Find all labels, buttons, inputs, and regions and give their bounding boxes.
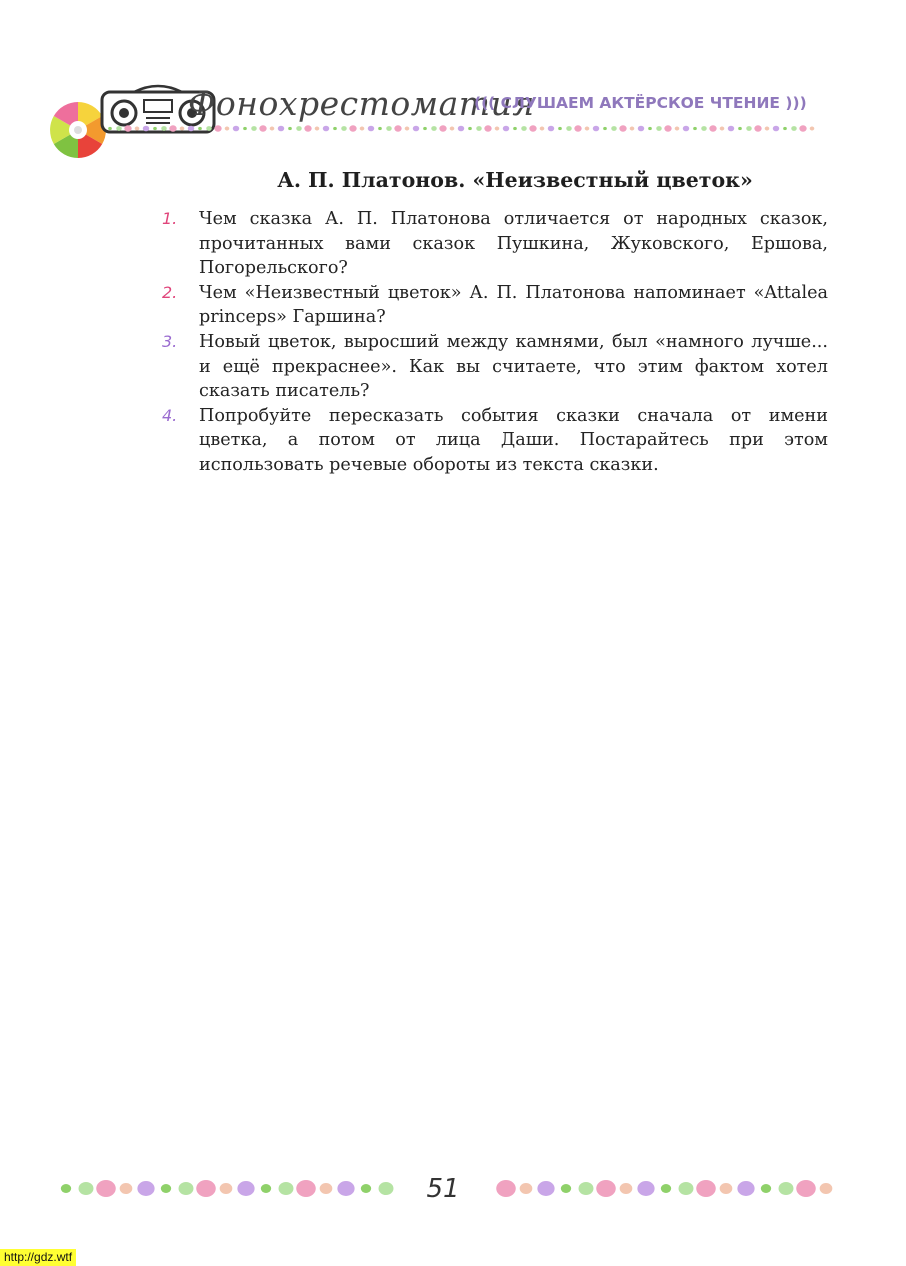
dot-mark [323, 126, 329, 132]
dot-mark [495, 127, 500, 131]
dot-mark [754, 125, 761, 131]
dot-mark [120, 1183, 133, 1194]
dot-mark [558, 127, 562, 130]
dot-mark [153, 127, 157, 130]
dot-mark [394, 125, 401, 131]
question-text: Чем сказка А. П. Платонова отличается от народных сказок, прочитанных вами сказок Пушкина, Жуковского, Ершова, Погорельского? [199, 209, 828, 279]
dot-mark [675, 127, 680, 131]
dot-mark [196, 1180, 216, 1197]
dot-mark [728, 126, 734, 132]
dot-mark [520, 1183, 533, 1194]
dot-mark [225, 127, 230, 131]
dot-mark [179, 1182, 194, 1195]
dot-mark [279, 1182, 294, 1195]
dot-mark [233, 126, 239, 132]
dot-mark [341, 126, 347, 131]
dot-mark [259, 125, 266, 131]
dot-mark [96, 1180, 116, 1197]
question-list [160, 207, 828, 478]
dot-mark [368, 126, 374, 132]
question-text: Попробуйте пересказать события сказки сначала от имени цветка, а потом от лица Даши. Постарайтесь при этом использовать речевые обороты из текста сказки. [199, 405, 828, 475]
dot-mark [503, 126, 509, 132]
dot-mark [574, 125, 581, 131]
dot-mark [596, 1180, 616, 1197]
dot-mark [333, 127, 337, 130]
dot-mark [720, 127, 725, 131]
question-number: 1. [162, 209, 178, 228]
section-title: Фонохрестоматия [188, 84, 535, 123]
dot-mark [696, 1180, 716, 1197]
question-number: 4. [162, 405, 178, 425]
dot-mark [799, 125, 806, 131]
dot-mark [529, 125, 536, 131]
dot-mark [431, 126, 437, 131]
dot-mark [603, 127, 607, 130]
dot-mark [135, 127, 140, 131]
question-item [160, 404, 828, 478]
question-text: Чем «Неизвестный цветок» А. П. Платонова напоминает «Attalea princeps» Гаршина? [199, 282, 828, 328]
dot-mark [79, 1182, 94, 1195]
dot-mark [304, 125, 311, 131]
dot-mark [468, 127, 472, 130]
question-number: 2. [162, 282, 178, 302]
dot-mark [413, 126, 419, 132]
dot-mark [746, 126, 752, 131]
page-number: 51 [426, 1174, 460, 1204]
dot-mark [361, 1184, 371, 1193]
dot-mark [709, 125, 716, 131]
dot-mark [296, 126, 302, 131]
dot-mark [360, 127, 365, 131]
dot-mark [439, 125, 446, 131]
dot-mark [270, 127, 275, 131]
dot-mark [124, 125, 131, 131]
dot-mark [661, 1184, 671, 1193]
dot-mark [198, 127, 202, 130]
dot-mark [405, 127, 410, 131]
watermark-link[interactable]: http://gdz.wtf [0, 1249, 76, 1266]
dot-mark [791, 126, 797, 131]
dot-mark [548, 126, 554, 132]
dot-mark [773, 126, 779, 132]
dot-mark [161, 126, 167, 131]
dot-mark [630, 127, 635, 131]
dot-mark [188, 126, 194, 132]
question-text: Новый цветок, выросший между камнями, был «намного лучше... и ещё прекраснее». Как вы считаете, что этим фактом хотел сказать писатель? [199, 331, 828, 402]
dot-mark [579, 1182, 594, 1195]
dot-mark [796, 1180, 816, 1197]
dot-mark [337, 1181, 354, 1196]
dot-mark [779, 1182, 794, 1195]
dot-mark [137, 1181, 154, 1196]
dot-mark [765, 127, 770, 131]
dot-mark [378, 127, 382, 130]
dot-mark [761, 1184, 771, 1193]
dot-mark [484, 125, 491, 131]
dot-mark [664, 125, 671, 131]
dot-mark [496, 1180, 516, 1197]
dot-mark [683, 126, 689, 132]
dot-mark [737, 1181, 754, 1196]
dot-mark [450, 127, 455, 131]
dot-mark [243, 127, 247, 130]
dot-mark [566, 126, 572, 131]
dot-mark [783, 127, 787, 130]
dot-mark [349, 125, 356, 131]
dot-mark [458, 126, 464, 132]
dot-mark [251, 126, 257, 131]
section-subtitle: ((( СЛУШАЕМ АКТЁРСКОЕ ЧТЕНИЕ ))) [474, 94, 807, 112]
question-item [160, 207, 828, 281]
dot-mark [693, 127, 697, 130]
dot-mark [320, 1183, 333, 1194]
dot-mark [637, 1181, 654, 1196]
dot-mark [116, 126, 122, 131]
question-item [160, 281, 828, 330]
dot-mark [108, 127, 112, 130]
dot-mark [220, 1183, 233, 1194]
dot-mark [61, 1184, 71, 1193]
dot-mark [161, 1184, 171, 1193]
dot-mark [561, 1184, 571, 1193]
dot-mark [738, 127, 742, 130]
question-item [160, 330, 828, 404]
dot-mark [513, 127, 517, 130]
dot-mark [701, 126, 707, 131]
dot-mark [143, 126, 149, 132]
dot-mark [296, 1180, 316, 1197]
dot-mark [820, 1183, 833, 1194]
dot-mark [214, 125, 221, 131]
dot-mark [679, 1182, 694, 1195]
dot-mark [278, 126, 284, 132]
dot-mark [288, 127, 292, 130]
section-header [50, 80, 820, 160]
dot-mark [386, 126, 392, 131]
dot-mark [237, 1181, 254, 1196]
dot-mark [720, 1183, 733, 1194]
dot-mark [656, 126, 662, 131]
dotted-border-decoration [104, 122, 820, 138]
dot-mark [540, 127, 545, 131]
dot-mark [169, 125, 176, 131]
dot-mark [379, 1182, 394, 1195]
dot-mark [180, 127, 185, 131]
dot-mark [810, 127, 815, 131]
dot-mark [206, 126, 212, 131]
dot-mark [521, 126, 527, 131]
dot-mark [537, 1181, 554, 1196]
dot-mark [648, 127, 652, 130]
dot-mark [423, 127, 427, 130]
dot-mark [476, 126, 482, 131]
dot-mark [619, 125, 626, 131]
dot-mark [261, 1184, 271, 1193]
dot-mark [611, 126, 617, 131]
dot-mark [638, 126, 644, 132]
dot-mark [585, 127, 590, 131]
question-number: 3. [162, 331, 178, 351]
dot-mark [620, 1183, 633, 1194]
dot-mark [593, 126, 599, 132]
page-title: А. П. Платонов. «Неизвестный цветок» [277, 168, 753, 192]
dot-mark [315, 127, 320, 131]
